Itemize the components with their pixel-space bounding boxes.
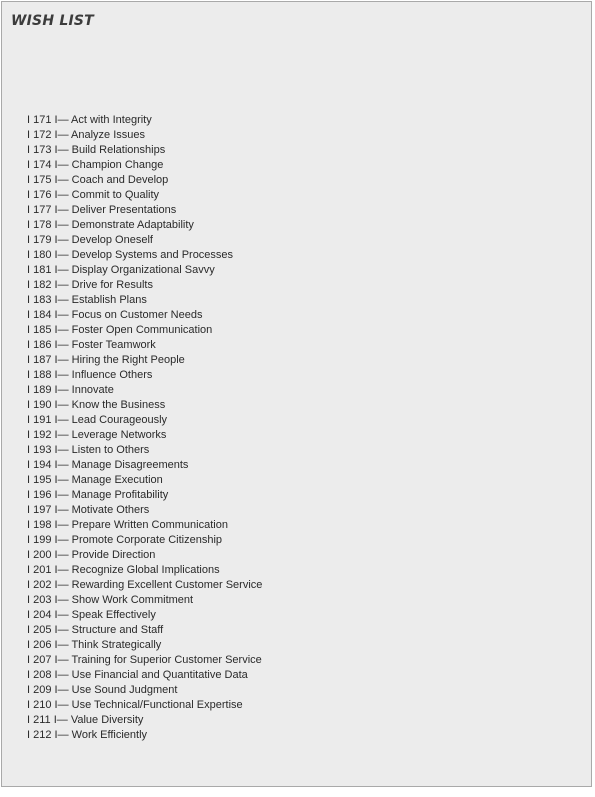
- list-item: [27, 248, 262, 263]
- list-item: [27, 158, 262, 173]
- list-item-label: Training for Superior Customer Service: [71, 654, 262, 666]
- list-item-label: Prepare Written Communication: [71, 519, 228, 531]
- list-item: [27, 638, 262, 653]
- list-item: [27, 698, 262, 713]
- list-item-number: I 195 I—: [27, 474, 69, 486]
- list-item-label: Show Work Commitment: [71, 594, 194, 606]
- list-item-number: I 211 I—: [27, 714, 68, 726]
- list-item-label: Deliver Presentations: [71, 204, 177, 216]
- list-item-number: I 201 I—: [27, 564, 69, 576]
- list-item-number: I 180 I—: [27, 249, 69, 261]
- list-item-label: Structure and Staff: [71, 624, 164, 636]
- list-item-label: Display Organizational Savvy: [71, 264, 215, 276]
- list-item: [27, 623, 262, 638]
- list-item-number: I 204 I—: [27, 609, 69, 621]
- list-item-number: I 196 I—: [27, 489, 69, 501]
- list-item: [27, 428, 262, 443]
- list-item-label: Influence Others: [71, 369, 153, 381]
- list-item-label: Speak Effectively: [71, 609, 156, 621]
- list-item-number: I 185 I—: [27, 324, 69, 336]
- list-item-number: I 205 I—: [27, 624, 69, 636]
- list-item-label: Innovate: [71, 384, 114, 396]
- list-item: [27, 488, 262, 503]
- page-title: WISH LIST: [11, 13, 94, 29]
- list-item: [27, 323, 262, 338]
- list-item-number: I 184 I—: [27, 309, 69, 321]
- list-item: [27, 413, 262, 428]
- list-item: [27, 113, 262, 128]
- list-item-label: Use Sound Judgment: [71, 684, 178, 696]
- list-item: [27, 548, 262, 563]
- list-item-label: Coach and Develop: [71, 174, 169, 186]
- list-item: [27, 713, 262, 728]
- wish-list-panel: [1, 1, 592, 787]
- list-item-label: Use Technical/Functional Expertise: [71, 699, 243, 711]
- list-item-label: Listen to Others: [71, 444, 150, 456]
- list-item-label: Hiring the Right People: [71, 354, 185, 366]
- list-item-label: Foster Open Communication: [71, 324, 213, 336]
- list-item-label: Motivate Others: [71, 504, 150, 516]
- list-item-number: I 177 I—: [27, 204, 69, 216]
- list-item-number: I 202 I—: [27, 579, 69, 591]
- list-item-number: I 203 I—: [27, 594, 69, 606]
- list-item: [27, 188, 262, 203]
- list-item: [27, 173, 262, 188]
- list-item-number: I 182 I—: [27, 279, 69, 291]
- list-item-label: Establish Plans: [71, 294, 147, 306]
- list-item: [27, 503, 262, 518]
- list-item: [27, 308, 262, 323]
- list-item: [27, 293, 262, 308]
- list-item-number: I 171 I—: [27, 114, 69, 126]
- list-item: [27, 653, 262, 668]
- list-item-label: Analyze Issues: [71, 129, 146, 141]
- list-item-number: I 181 I—: [27, 264, 69, 276]
- list-item: [27, 128, 262, 143]
- list-item-number: I 197 I—: [27, 504, 69, 516]
- list-item-number: I 192 I—: [27, 429, 69, 441]
- list-item-label: Focus on Customer Needs: [71, 309, 203, 321]
- list-item: [27, 668, 262, 683]
- list-item-label: Provide Direction: [71, 549, 156, 561]
- list-item: [27, 233, 262, 248]
- list-item-number: I 172 I—: [27, 129, 69, 141]
- list-item-number: I 176 I—: [27, 189, 69, 201]
- list-item-number: I 194 I—: [27, 459, 69, 471]
- list-item: [27, 218, 262, 233]
- list-item: [27, 683, 262, 698]
- list-item-label: Manage Disagreements: [71, 459, 189, 471]
- list-item-label: Foster Teamwork: [71, 339, 156, 351]
- list-item-label: Lead Courageously: [71, 414, 168, 426]
- list-item-label: Act with Integrity: [71, 114, 152, 126]
- list-item: [27, 383, 262, 398]
- list-item: [27, 338, 262, 353]
- list-item-number: I 190 I—: [27, 399, 69, 411]
- list-item-label: Work Efficiently: [71, 729, 148, 741]
- list-item-label: Manage Execution: [71, 474, 163, 486]
- list-item-label: Promote Corporate Citizenship: [71, 534, 223, 546]
- list-item-number: I 210 I—: [27, 699, 69, 711]
- list-item: [27, 368, 262, 383]
- list-item-label: Manage Profitability: [71, 489, 169, 501]
- list-item-label: Use Financial and Quantitative Data: [71, 669, 248, 681]
- list-item: [27, 518, 262, 533]
- list-item-label: Commit to Quality: [71, 189, 160, 201]
- list-item-label: Build Relationships: [71, 144, 166, 156]
- list-item: [27, 608, 262, 623]
- list-item-label: Develop Systems and Processes: [71, 249, 234, 261]
- list-item-label: Value Diversity: [70, 714, 144, 726]
- list-item-label: Rewarding Excellent Customer Service: [71, 579, 263, 591]
- list-item-number: I 208 I—: [27, 669, 69, 681]
- list-item-label: Develop Oneself: [71, 234, 153, 246]
- list-item-number: I 188 I—: [27, 369, 69, 381]
- list-item: [27, 278, 262, 293]
- list-item-number: I 207 I—: [27, 654, 69, 666]
- list-item-number: I 187 I—: [27, 354, 69, 366]
- wish-list: [27, 113, 262, 743]
- list-item: [27, 398, 262, 413]
- list-item: [27, 353, 262, 368]
- list-item-label: Think Strategically: [71, 639, 162, 651]
- list-item: [27, 443, 262, 458]
- list-item-number: I 191 I—: [27, 414, 69, 426]
- list-item-number: I 199 I—: [27, 534, 69, 546]
- list-item-number: I 179 I—: [27, 234, 69, 246]
- list-item-label: Leverage Networks: [71, 429, 167, 441]
- list-item: [27, 203, 262, 218]
- list-item-label: Recognize Global Implications: [71, 564, 220, 576]
- list-item-label: Drive for Results: [71, 279, 153, 291]
- list-item-number: I 173 I—: [27, 144, 69, 156]
- list-item-number: I 175 I—: [27, 174, 69, 186]
- list-item-label: Know the Business: [71, 399, 166, 411]
- list-item: [27, 563, 262, 578]
- list-item-label: Demonstrate Adaptability: [71, 219, 194, 231]
- list-item-number: I 212 I—: [27, 729, 69, 741]
- list-item: [27, 593, 262, 608]
- list-item: [27, 533, 262, 548]
- list-item-number: I 198 I—: [27, 519, 69, 531]
- list-item: [27, 458, 262, 473]
- list-item: [27, 473, 262, 488]
- list-item: [27, 143, 262, 158]
- list-item-number: I 178 I—: [27, 219, 69, 231]
- list-item-number: I 174 I—: [27, 159, 69, 171]
- list-item-number: I 209 I—: [27, 684, 69, 696]
- list-item: [27, 578, 262, 593]
- list-item: [27, 728, 262, 743]
- list-item-label: Champion Change: [71, 159, 164, 171]
- list-item-number: I 189 I—: [27, 384, 69, 396]
- list-item-number: I 193 I—: [27, 444, 69, 456]
- list-item-number: I 186 I—: [27, 339, 69, 351]
- list-item-number: I 183 I—: [27, 294, 69, 306]
- list-item-number: I 200 I—: [27, 549, 69, 561]
- list-item: [27, 263, 262, 278]
- list-item-number: I 206 I—: [27, 639, 69, 651]
